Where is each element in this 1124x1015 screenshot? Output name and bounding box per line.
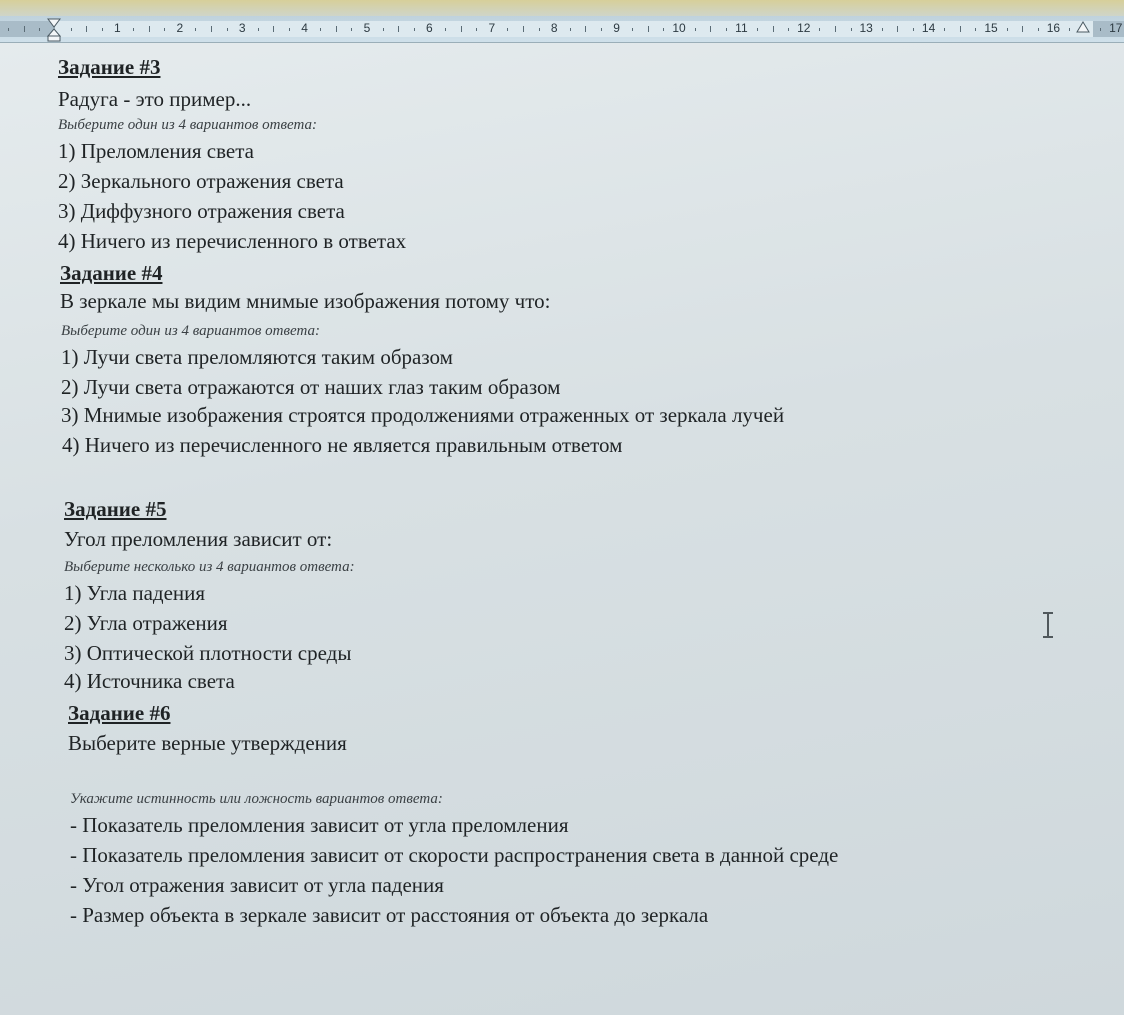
ruler-tick <box>258 28 259 31</box>
ruler-tick <box>523 26 524 32</box>
ruler-number: 14 <box>921 21 936 35</box>
ruler-tick <box>726 28 727 31</box>
ruler-tick <box>149 26 150 32</box>
ruler-tick <box>570 28 571 31</box>
ruler-tick <box>227 28 228 31</box>
ruler-tick <box>39 28 40 31</box>
ruler-tick <box>8 28 9 31</box>
ruler-tick <box>445 28 446 31</box>
task-4-option-3: 3) Мнимые изображения строятся продолжениями отраженных от зеркала лучей <box>61 403 785 427</box>
ruler-number: 17 <box>1109 21 1123 35</box>
ruler-tick <box>601 28 602 31</box>
task-3-option-1: 1) Преломления света <box>58 139 254 163</box>
ruler-tick <box>24 26 25 32</box>
task-5-option-4: 4) Источника света <box>64 669 235 693</box>
ruler-number: 7 <box>488 21 496 35</box>
ruler-tick <box>164 28 165 31</box>
horizontal-ruler[interactable] <box>0 16 1124 43</box>
ruler-tick <box>133 28 134 31</box>
ruler-number: 5 <box>363 21 371 35</box>
ruler-tick <box>944 28 945 31</box>
ruler-tick <box>851 28 852 31</box>
ruler-tick <box>757 28 758 31</box>
ruler-tick <box>663 28 664 31</box>
ruler-track <box>0 21 1124 37</box>
ruler-number: 16 <box>1046 21 1061 35</box>
ruler-tick <box>273 26 274 32</box>
ruler-tick <box>507 28 508 31</box>
ruler-number: 9 <box>613 21 620 35</box>
ruler-tick <box>102 28 103 31</box>
task-5-question: Угол преломления зависит от: <box>64 527 333 551</box>
task-3-title: Задание #3 <box>58 55 161 79</box>
ruler-tick <box>336 26 337 32</box>
task-4-title: Задание #4 <box>60 261 163 285</box>
task-6-statement-2: - Показатель преломления зависит от скорости распространения света в данной среде <box>70 843 839 867</box>
task-3-question: Радуга - это пример... <box>58 87 252 111</box>
ruler-tick <box>632 28 633 31</box>
task-3-option-3: 3) Диффузного отражения света <box>58 199 345 223</box>
ruler-number: 4 <box>301 21 308 35</box>
task-6-statement-1: - Показатель преломления зависит от угла преломления <box>70 813 569 837</box>
task-6-statement-4: - Размер объекта в зеркале зависит от расстояния от объекта до зеркала <box>70 903 709 927</box>
ruler-number: 3 <box>238 21 246 35</box>
ruler-tick <box>897 26 898 32</box>
ruler-tick <box>585 26 586 32</box>
ruler-tick <box>788 28 789 31</box>
ruler-tick <box>320 28 321 31</box>
ruler-tick <box>1069 28 1070 31</box>
task-4-option-4: 4) Ничего из перечисленного не является правильным ответом <box>62 433 623 457</box>
ruler-tick <box>414 28 415 31</box>
ruler-tick <box>86 26 87 32</box>
task-6-instruction: Укажите истинность или ложность вариантов ответа: <box>70 791 443 807</box>
ruler-number: 10 <box>672 21 686 35</box>
ruler-tick <box>960 26 961 32</box>
ruler-tick <box>71 28 72 31</box>
right-indent-icon[interactable] <box>1076 20 1090 36</box>
ruler-tick <box>819 28 820 31</box>
ruler-number: 15 <box>984 21 998 35</box>
task-3-option-2: 2) Зеркального отражения света <box>58 169 344 193</box>
ruler-tick <box>211 26 212 32</box>
ruler-tick <box>351 28 352 31</box>
ruler-tick <box>476 28 477 31</box>
ruler-tick <box>975 28 976 31</box>
ruler-tick <box>289 28 290 31</box>
ruler-number: 12 <box>797 21 811 35</box>
ruler-tick <box>195 28 196 31</box>
task-5-instruction: Выберите несколько из 4 вариантов ответа: <box>64 559 355 575</box>
task-6-question: Выберите верные утверждения <box>68 731 347 755</box>
task-6-title: Задание #6 <box>68 701 171 725</box>
task-4-option-2: 2) Лучи света отражаются от наших глаз таким образом <box>61 375 561 399</box>
ruler-tick <box>913 28 914 31</box>
task-6-statement-3: - Угол отражения зависит от угла падения <box>70 873 444 897</box>
ruler-tick <box>710 26 711 32</box>
ruler-tick <box>1100 28 1101 31</box>
ruler-tick <box>695 28 696 31</box>
task-5-option-1: 1) Угла падения <box>64 581 206 605</box>
ruler-tick <box>882 28 883 31</box>
task-4-instruction: Выберите один из 4 вариантов ответа: <box>61 323 320 339</box>
ruler-number: 8 <box>550 21 558 35</box>
ruler-tick <box>1038 28 1039 31</box>
ruler-number: 2 <box>176 21 184 35</box>
task-5-option-3: 3) Оптической плотности среды <box>64 641 352 665</box>
ruler-tick <box>398 26 399 32</box>
ruler-tick <box>1007 28 1008 31</box>
ruler-number: 6 <box>426 21 433 35</box>
ruler-number: 13 <box>859 21 873 35</box>
window-top-strip <box>0 0 1124 16</box>
ruler-number: 11 <box>735 21 748 35</box>
ruler-tick <box>461 26 462 32</box>
task-3-instruction: Выберите один из 4 вариантов ответа: <box>58 117 317 133</box>
ruler-tick <box>835 26 836 32</box>
ruler-tick <box>648 26 649 32</box>
task-4-question: В зеркале мы видим мнимые изображения потому что: <box>60 289 551 313</box>
task-4-option-1: 1) Лучи света преломляются таким образом <box>61 345 453 369</box>
task-5-title: Задание #5 <box>64 497 167 521</box>
ruler-tick <box>539 28 540 31</box>
first-line-indent-icon[interactable] <box>47 18 61 42</box>
task-5-option-2: 2) Угла отражения <box>64 611 228 635</box>
ruler-tick <box>1022 26 1023 32</box>
task-3-option-4: 4) Ничего из перечисленного в ответах <box>58 229 407 253</box>
ruler-tick <box>773 26 774 32</box>
text-cursor-icon <box>1040 612 1056 638</box>
ruler-number: 1 <box>114 21 121 35</box>
ruler-tick <box>383 28 384 31</box>
